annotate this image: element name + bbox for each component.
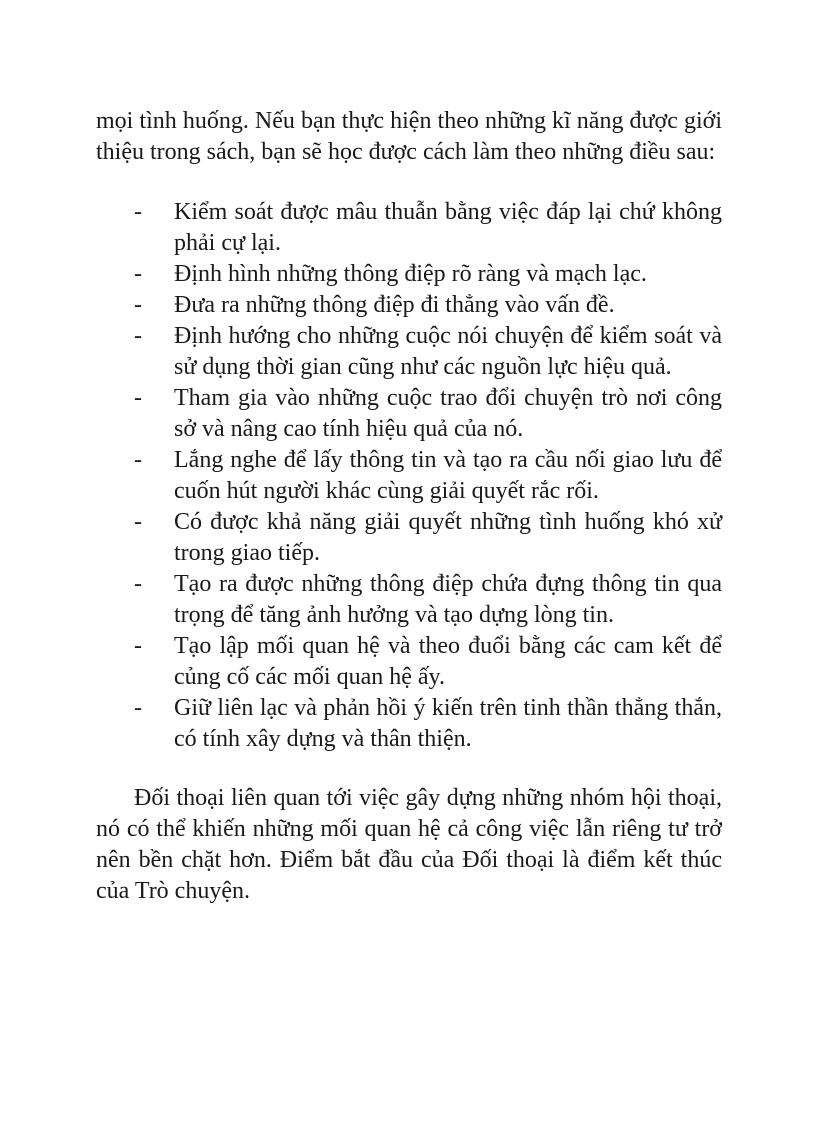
list-item bbox=[96, 321, 722, 383]
list-item bbox=[96, 290, 722, 321]
bullet-dash: - bbox=[134, 261, 142, 287]
list-item bbox=[96, 631, 722, 693]
list-item bbox=[96, 693, 722, 755]
list-item-text: Đưa ra những thông điệp đi thẳng vào vấn đề. bbox=[174, 292, 615, 318]
list-item-text: Có được khả năng giải quyết những tình huống khó xử trong giao tiếp. bbox=[174, 509, 722, 566]
list-item bbox=[96, 445, 722, 507]
list-item bbox=[96, 259, 722, 290]
bullet-dash: - bbox=[134, 633, 142, 659]
list-item-text: Tham gia vào những cuộc trao đổi chuyện trò nơi công sở và nâng cao tính hiệu quả của nó. bbox=[174, 385, 722, 442]
bullet-dash: - bbox=[134, 385, 142, 411]
bullet-dash: - bbox=[134, 571, 142, 597]
list-item bbox=[96, 507, 722, 569]
list-item-text: Định hướng cho những cuộc nói chuyện để kiểm soát và sử dụng thời gian cũng như các nguồn lực hiệu quả. bbox=[174, 323, 722, 380]
bullet-dash: - bbox=[134, 323, 142, 349]
document-page bbox=[96, 106, 722, 907]
bullet-dash: - bbox=[134, 509, 142, 535]
intro-paragraph: mọi tình huống. Nếu bạn thực hiện theo những kĩ năng được giới thiệu trong sách, bạn sẽ học được cách làm theo những điều sau: bbox=[96, 108, 722, 165]
closing-paragraph: Đối thoại liên quan tới việc gây dựng những nhóm hội thoại, nó có thể khiến những mối quan hệ cả công việc lẫn riêng tư trở nên bền chặt hơn. Điểm bắt đầu của Đối thoại là điểm kết thúc của Trò chuyện. bbox=[96, 785, 722, 904]
bullet-list bbox=[96, 197, 722, 755]
list-item-text: Lắng nghe để lấy thông tin và tạo ra cầu nối giao lưu để cuốn hút người khác cùng giải quyết rắc rối. bbox=[174, 447, 722, 504]
list-item bbox=[96, 197, 722, 259]
bullet-dash: - bbox=[134, 292, 142, 318]
bullet-dash: - bbox=[134, 199, 142, 225]
list-item-text: Định hình những thông điệp rõ ràng và mạch lạc. bbox=[174, 261, 647, 287]
list-item-text: Kiểm soát được mâu thuẫn bằng việc đáp lại chứ không phải cự lại. bbox=[174, 199, 722, 256]
list-item-text: Giữ liên lạc và phản hồi ý kiến trên tinh thần thẳng thắn, có tính xây dựng và thân thiện. bbox=[174, 695, 722, 752]
list-item bbox=[96, 569, 722, 631]
list-item bbox=[96, 383, 722, 445]
list-item-text: Tạo ra được những thông điệp chứa đựng thông tin qua trọng để tăng ảnh hưởng và tạo dựng lòng tin. bbox=[174, 571, 722, 628]
bullet-dash: - bbox=[134, 447, 142, 473]
bullet-dash: - bbox=[134, 695, 142, 721]
list-item-text: Tạo lập mối quan hệ và theo đuổi bằng các cam kết để củng cố các mối quan hệ ấy. bbox=[174, 633, 722, 690]
